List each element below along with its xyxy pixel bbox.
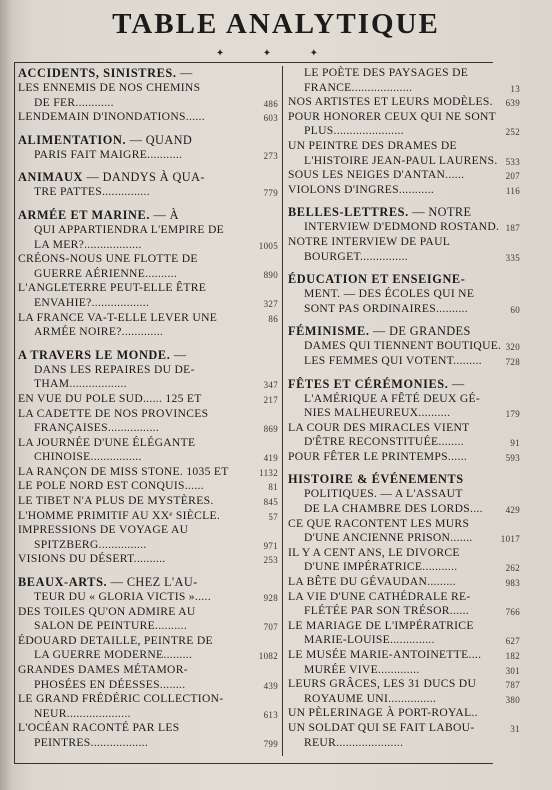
- entry-text: LE MUSÉE MARIE-ANTOINETTE....: [288, 648, 482, 661]
- entry-line: [18, 110, 278, 125]
- page-number: 869: [263, 424, 278, 435]
- section-heading: [288, 272, 520, 287]
- page-number: 593: [505, 452, 520, 463]
- entry-text: FRANCE...................: [304, 80, 413, 94]
- entry-text: D'ÊTRE RECONSTITUÉE........: [304, 435, 464, 449]
- entry-text: DANS LES REPAIRES DU DE-: [34, 362, 195, 376]
- page-number: 86: [268, 313, 278, 324]
- entry-line: [18, 325, 278, 340]
- entry-line: [288, 648, 520, 663]
- entry-line: [18, 296, 278, 311]
- entry-line: [288, 354, 520, 369]
- entry-text: LE TIBET N'A PLUS DE MYSTÈRES.: [18, 494, 214, 508]
- entry-text: DE FER............: [34, 95, 114, 109]
- page-number: 627: [505, 636, 520, 647]
- entry-text: D'UNE IMPÉRATRICE...........: [304, 560, 458, 574]
- page-number: 728: [505, 356, 520, 367]
- page-number: 335: [505, 252, 520, 263]
- section-heading: [288, 377, 520, 392]
- entry-line: [18, 311, 278, 326]
- page-number: 1082: [258, 651, 278, 662]
- entry-text: VIOLONS D'INGRES...........: [288, 182, 435, 196]
- entry-line: [18, 634, 278, 649]
- entry-text: REUR.....................: [304, 735, 404, 749]
- column-divider: [282, 66, 283, 756]
- entry-line: [288, 168, 520, 183]
- entry-line: [18, 678, 278, 693]
- left-column: [18, 66, 278, 759]
- entry-text: D'UNE ANCIENNE PRISON.......: [304, 531, 473, 545]
- entry-line: [18, 619, 278, 634]
- entry-line: [288, 250, 520, 265]
- entry-line: [18, 363, 278, 378]
- entry-line: [18, 81, 278, 96]
- page-number: 91: [510, 438, 520, 449]
- entry-text: THAM..................: [34, 377, 127, 391]
- entry-line: [18, 707, 278, 722]
- page-number: 60: [510, 304, 520, 315]
- entry-text: MURÉE VIVE.............: [304, 662, 420, 676]
- page-number: 1017: [500, 534, 520, 545]
- entry-line: [18, 465, 278, 480]
- entry-text: CE QUE RACONTENT LES MURS: [288, 516, 470, 530]
- ornament: ✦ ✦ ✦: [215, 48, 337, 59]
- page-number: 273: [263, 150, 278, 161]
- page-number: 31: [510, 723, 520, 734]
- page-number: 766: [505, 607, 520, 618]
- entry-text: LE MARIAGE DE L'IMPÉRATRICE: [288, 618, 474, 632]
- entry-text: SOUS LES NEIGES D'ANTAN......: [288, 168, 465, 182]
- page-number: 81: [268, 482, 278, 493]
- page-number: 486: [263, 98, 278, 109]
- page-number: 57: [268, 511, 278, 522]
- entry-line: [288, 736, 520, 751]
- entry-line: [18, 721, 278, 736]
- entry-line: [288, 81, 520, 96]
- entry-line: [18, 185, 278, 200]
- section-heading-label: ARMÉE ET MARINE.: [18, 207, 151, 222]
- entry-text: LA RANÇON DE MISS STONE. 1035 ET: [18, 464, 229, 478]
- entry-text: LE GRAND FRÉDÉRIC COLLECTION-: [18, 692, 224, 706]
- index-section: [18, 170, 278, 200]
- section-heading: [288, 324, 520, 339]
- section-heading-label: ANIMAUX: [18, 170, 83, 185]
- entry-line: [288, 421, 520, 436]
- entry-text: EN VUE DU POLE SUD...... 125 ET: [18, 391, 202, 405]
- entry-text: LES ENNEMIS DE NOS CHEMINS: [18, 81, 201, 94]
- page-number: 217: [263, 394, 278, 405]
- index-section: [288, 66, 520, 197]
- page-number: 799: [263, 738, 278, 749]
- section-heading-label: FÉMINISME.: [288, 324, 370, 339]
- page-number: 707: [263, 622, 278, 633]
- entry-text: TRE PATTES...............: [34, 185, 150, 199]
- entry-text: L'HISTOIRE JEAN-PAUL LAURENS.: [304, 153, 498, 167]
- section-heading-label: BELLES-LETTRES.: [288, 205, 409, 220]
- entry-text: UN SOLDAT QUI SE FAIT LABOU-: [288, 720, 475, 734]
- entry-line: [18, 281, 278, 296]
- entry-line: [18, 267, 278, 282]
- entry-line: [18, 590, 278, 605]
- entry-text: ÉDOUARD DETAILLE, PEINTRE DE: [18, 633, 213, 647]
- index-section: [288, 377, 520, 465]
- section-heading-label: HISTOIRE & ÉVÉNEMENTS: [288, 472, 464, 487]
- section-heading-rest: —: [448, 376, 465, 391]
- entry-line: [18, 538, 278, 553]
- entry-text: UN PÈLERINAGE À PORT-ROYAL..: [288, 706, 478, 720]
- entry-line: [18, 605, 278, 620]
- entry-text: PEINTRES..................: [34, 735, 149, 749]
- page-number: 262: [505, 563, 520, 574]
- page-number: 845: [263, 497, 278, 508]
- index-section: [288, 272, 520, 316]
- page-number: 983: [505, 578, 520, 589]
- entry-line: [288, 183, 520, 198]
- page-number: 13: [510, 83, 520, 94]
- entry-line: [288, 154, 520, 169]
- section-heading: [288, 472, 520, 487]
- entry-text: FLÉTÉE PAR SON TRÉSOR......: [304, 604, 469, 618]
- page-number: 613: [263, 709, 278, 720]
- page-number: 116: [505, 185, 520, 196]
- entry-line: [288, 220, 520, 235]
- index-section: [18, 208, 278, 340]
- entry-line: [288, 487, 520, 502]
- entry-text: NIES MALHEUREUX..........: [304, 406, 451, 420]
- entry-line: [18, 238, 278, 253]
- page-number: 639: [505, 98, 520, 109]
- section-heading-rest: —: [176, 66, 193, 80]
- entry-text: ROYAUME UNI...............: [304, 691, 437, 705]
- entry-text: VISIONS DU DÉSERT..........: [18, 552, 166, 566]
- entry-line: [288, 235, 520, 250]
- page-number: 1132: [259, 467, 278, 478]
- entry-line: [288, 392, 520, 407]
- section-heading: [18, 348, 278, 363]
- index-section: [18, 66, 278, 125]
- entry-text: CRÉONS-NOUS UNE FLOTTE DE: [18, 252, 198, 266]
- entry-line: [288, 450, 520, 465]
- entry-line: [288, 110, 520, 125]
- entry-text: L'HOMME PRIMITIF AU XXᵉ SIÈCLE.: [18, 508, 221, 522]
- entry-line: [18, 552, 278, 567]
- entry-text: DAMES QUI TIENNENT BOUTIQUE.: [304, 339, 502, 353]
- entry-line: [288, 721, 520, 736]
- index-section: [18, 348, 278, 567]
- entry-line: [18, 436, 278, 451]
- entry-text: ENVAHIE?..................: [34, 295, 150, 309]
- entry-line: [288, 287, 520, 302]
- page-number: 207: [505, 171, 520, 182]
- section-heading-label: BEAUX-ARTS.: [18, 575, 108, 590]
- section-heading-label: FÊTES ET CÉRÉMONIES.: [288, 376, 449, 391]
- entry-text: QUI APPARTIENDRA L'EMPIRE DE: [34, 222, 225, 236]
- entry-text: INTERVIEW D'EDMOND ROSTAND.: [304, 220, 500, 234]
- page-number: 971: [263, 540, 278, 551]
- entry-text: MENT. — DES ÉCOLES QUI NE: [304, 287, 475, 301]
- page-number: 347: [263, 380, 278, 391]
- entry-line: [18, 450, 278, 465]
- entry-text: PLUS......................: [304, 124, 404, 138]
- entry-line: [288, 677, 520, 692]
- entry-text: LA GUERRE MODERNE.........: [34, 648, 193, 662]
- entry-text: ARMÉE NOIRE?.............: [34, 325, 164, 339]
- section-heading-rest: —: [170, 347, 187, 362]
- entry-line: [18, 663, 278, 678]
- section-heading-rest: — CHEZ L'AU-: [107, 575, 198, 590]
- page-number: 928: [263, 593, 278, 604]
- page-number: 419: [263, 453, 278, 464]
- entry-text: BOURGET...............: [304, 249, 408, 263]
- section-heading-rest: — DE GRANDES: [369, 324, 471, 339]
- right-column: [288, 66, 520, 758]
- entry-text: LA VIE D'UNE CATHÉDRALE RE-: [288, 589, 471, 603]
- entry-line: [18, 494, 278, 509]
- entry-text: DES TOILES QU'ON ADMIRE AU: [18, 604, 196, 618]
- entry-line: [288, 302, 520, 317]
- section-heading-rest: — DANDYS À QUA-: [83, 170, 205, 185]
- entry-line: [18, 223, 278, 238]
- entry-line: [288, 339, 520, 354]
- entry-text: MARIE-LOUISE..............: [304, 633, 435, 647]
- entry-line: [18, 392, 278, 407]
- section-heading-label: ÉDUCATION ET ENSEIGNE-: [288, 272, 466, 287]
- section-heading: [18, 208, 278, 223]
- entry-text: GUERRE AÉRIENNE..........: [34, 266, 178, 280]
- page-number: 890: [263, 269, 278, 280]
- entry-line: [288, 406, 520, 421]
- entry-text: CHINOISE................: [34, 450, 142, 464]
- entry-text: LE POLE NORD EST CONQUIS......: [18, 479, 204, 493]
- entry-text: SONT PAS ORDINAIRES..........: [304, 301, 468, 315]
- entry-line: [288, 633, 520, 648]
- entry-text: FRANÇAISES................: [34, 421, 160, 435]
- entry-text: POUR FÊTER LE PRINTEMPS......: [288, 449, 468, 463]
- entry-text: NOTRE INTERVIEW DE PAUL: [288, 234, 451, 248]
- page-number: 179: [505, 409, 520, 420]
- entry-text: LE POÈTE DES PAYSAGES DE: [304, 66, 469, 79]
- entry-text: L'AMÉRIQUE A FÊTÉ DEUX GÉ-: [304, 391, 481, 405]
- entry-line: [288, 139, 520, 154]
- entry-line: [288, 531, 520, 546]
- entry-text: PARIS FAIT MAIGRE...........: [34, 147, 183, 161]
- page-title: TABLE ANALYTIQUE: [112, 8, 440, 40]
- entry-line: [288, 575, 520, 590]
- page-number: 533: [505, 156, 520, 167]
- entry-line: [18, 96, 278, 111]
- entry-line: [288, 502, 520, 517]
- entry-text: L'ANGLETERRE PEUT-ELLE ÊTRE: [18, 281, 207, 295]
- entry-line: [18, 509, 278, 524]
- entry-text: LENDEMAIN D'INONDATIONS......: [18, 110, 205, 124]
- section-heading-label: ACCIDENTS, SINISTRES.: [18, 66, 177, 80]
- section-heading-rest: — NOTRE: [408, 205, 472, 220]
- page-number: 787: [505, 680, 520, 691]
- entry-text: LES FEMMES QUI VOTENT.........: [304, 353, 482, 367]
- entry-line: [18, 407, 278, 422]
- page-number: 429: [505, 505, 520, 516]
- entry-text: LA CADETTE DE NOS PROVINCES: [18, 406, 209, 420]
- entry-line: [288, 692, 520, 707]
- entry-text: POLITIQUES. — A L'ASSAUT: [304, 487, 463, 501]
- entry-line: [18, 523, 278, 538]
- entry-line: [18, 252, 278, 267]
- entry-text: L'OCÉAN RACONTÉ PAR LES: [18, 721, 180, 735]
- section-heading: [18, 133, 278, 148]
- entry-line: [288, 124, 520, 139]
- index-section: [288, 205, 520, 264]
- index-section: [18, 575, 278, 751]
- page-number: 187: [505, 223, 520, 234]
- entry-line: [288, 619, 520, 634]
- section-heading: [18, 66, 278, 81]
- entry-line: [18, 692, 278, 707]
- page-number: 380: [505, 694, 520, 705]
- entry-text: TEUR DU « GLORIA VICTIS ».....: [34, 590, 211, 604]
- entry-line: [288, 517, 520, 532]
- entry-text: IL Y A CENT ANS, LE DIVORCE: [288, 545, 460, 559]
- entry-line: [288, 435, 520, 450]
- entry-text: NOS ARTISTES ET LEURS MODÈLES.: [288, 95, 493, 109]
- entry-text: POUR HONORER CEUX QUI NE SONT: [288, 109, 497, 123]
- section-heading-label: A TRAVERS LE MONDE.: [18, 347, 171, 362]
- entry-line: [288, 663, 520, 678]
- section-heading-rest: — QUAND: [126, 132, 193, 147]
- entry-text: NEUR....................: [34, 706, 131, 720]
- entry-text: PHOSÉES EN DÉESSES........: [34, 677, 186, 691]
- entry-line: [288, 546, 520, 561]
- entry-text: DE LA CHAMBRE DES LORDS....: [304, 502, 483, 516]
- section-heading: [18, 170, 278, 185]
- entry-text: LA MER?..................: [34, 237, 142, 251]
- section-heading: [288, 205, 520, 220]
- entry-line: [288, 706, 520, 721]
- page-number: 439: [263, 680, 278, 691]
- index-section: [18, 133, 278, 163]
- entry-line: [18, 148, 278, 163]
- section-heading-rest: — À: [150, 207, 179, 222]
- entry-text: LA BÊTE DU GÉVAUDAN.........: [288, 575, 456, 589]
- entry-line: [18, 479, 278, 494]
- entry-text: SPITZBERG...............: [34, 537, 147, 551]
- entry-line: [18, 648, 278, 663]
- page-number: 182: [505, 651, 520, 661]
- entry-text: LA JOURNÉE D'UNE ÉLÉGANTE: [18, 435, 196, 449]
- section-heading: [18, 575, 278, 590]
- entry-line: [288, 66, 520, 81]
- book-spine-shadow: [0, 0, 12, 790]
- entry-line: [18, 421, 278, 436]
- entry-text: LA FRANCE VA-T-ELLE LEVER UNE: [18, 310, 218, 324]
- entry-line: [18, 377, 278, 392]
- page-number: 253: [263, 555, 278, 566]
- entry-text: LA COUR DES MIRACLES VIENT: [288, 420, 470, 434]
- index-section: [288, 324, 520, 368]
- page-number: 1005: [258, 240, 278, 251]
- entry-text: IMPRESSIONS DE VOYAGE AU: [18, 523, 189, 537]
- section-heading-label: ALIMENTATION.: [18, 132, 127, 147]
- entry-line: [288, 590, 520, 605]
- entry-line: [288, 604, 520, 619]
- entry-line: [288, 560, 520, 575]
- entry-text: SALON DE PEINTURE..........: [34, 619, 188, 633]
- index-section: [288, 472, 520, 750]
- page-number: 252: [505, 127, 520, 138]
- page-number: 779: [263, 188, 278, 199]
- entry-text: UN PEINTRE DES DRAMES DE: [288, 138, 457, 152]
- entry-line: [288, 95, 520, 110]
- page-number: 327: [263, 298, 278, 309]
- entry-line: [18, 736, 278, 751]
- page-number: 301: [505, 665, 520, 676]
- page-number: 603: [263, 113, 278, 124]
- entry-text: LEURS GRÂCES, LES 31 DUCS DU: [288, 677, 477, 691]
- entry-text: GRANDES DAMES MÉTAMOR-: [18, 663, 188, 676]
- page-number: 320: [505, 342, 520, 353]
